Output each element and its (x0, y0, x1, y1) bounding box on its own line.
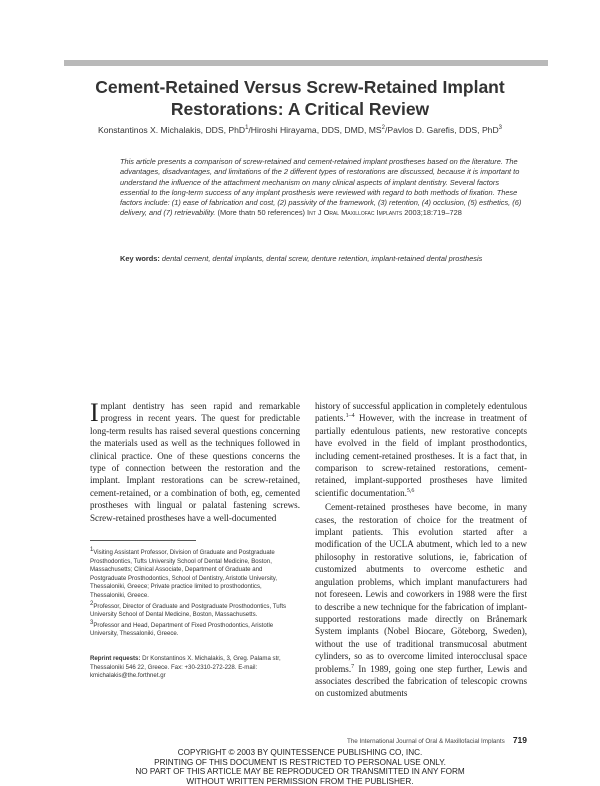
author-2-affil: 2 (381, 125, 385, 132)
copyright-notice (0, 748, 600, 786)
footnote-2 (90, 600, 295, 620)
author-1: Konstantinos X. Michalakis, DDS, PhD (97, 125, 246, 135)
keywords-text: dental cement, dental implants, dental screw, denture retention, implant-retained dental prosthesis (159, 254, 483, 263)
right-column (315, 400, 527, 700)
drop-cap: I (90, 398, 99, 427)
reprint-text: Dr Konstantinos X. Michalakis, 3, Greg. Palama str, Thessaloniki 546 22, Greece. Fax: +30-2310-272-228. E-mail: kmichalakis@the.forthnet.gr (90, 655, 281, 680)
footnote-rule (90, 540, 196, 541)
abstract-body: This article presents a comparison of screw-retained and cement-retained implant prostheses based on the literature. The advantages, disadvantages, and limitations of the 2 different types of restorations are discussed, because it is important to understand the influence of the attachment mechanism on many clinical aspects of implant dentistry. Several factors essential to the long-term success of any implant prosthesis were reviewed with regard to both methods of fixation. These factors include: (1) ease of fabrication and cost, (2) passivity of the framework, (3) retention, (4) occlusion, (5) esthetics, (6) delivery, and (7) retrievability. (120, 157, 522, 218)
reprint-label: Reprint requests: (90, 655, 141, 662)
footnote-1 (90, 546, 295, 601)
abstract-refs: (More thatn 50 references) (215, 208, 308, 218)
copyright-line-2: PRINTING OF THIS DOCUMENT IS RESTRICTED TO PERSONAL USE ONLY. (154, 757, 446, 767)
title-line-1: Cement-Retained Versus Screw-Retained Implant (95, 77, 505, 97)
intro-paragraph (90, 400, 300, 524)
copyright-line-3: NO PART OF THIS ARTICLE MAY BE REPRODUCED OR TRANSMITTED IN ANY FORM (135, 767, 465, 777)
author-list (0, 125, 600, 135)
footnote-3-marker: 3 (90, 619, 94, 626)
footnote-1-marker: 1 (90, 546, 94, 553)
keywords (120, 254, 525, 264)
reprint-requests (90, 655, 295, 681)
citation-sup-1: 1–4 (345, 413, 355, 420)
intro-text: mplant dentistry has seen rapid and remarkable progress in recent years. The quest for predictable long-term results has raised several questions concerning the materials used as well as the techniques followed in clinical practice. One of these questions concerns the type of connection between the restoration and the implant. Implant restorations can be screw-retained, cement-retained, or a combination of both, eg, cemented prostheses with lingual or palatal fastening screws. Screw-retained prostheses have a well-documented (90, 401, 300, 523)
journal-name: The International Journal of Oral & Maxillofacial Implants (346, 738, 505, 745)
title-rule (64, 60, 548, 66)
copyright-line-1: COPYRIGHT © 2003 BY QUINTESSENCE PUBLISHING CO, INC. (177, 748, 423, 757)
footnote-2-marker: 2 (90, 600, 94, 607)
footnote-2-text: Professor, Director of Graduate and Postgraduate Prosthodontics, Tufts University School of Dental Medicine, Boston, Massachusetts. (90, 602, 287, 619)
abstract-citation: 2003;18:719–728 (402, 208, 462, 218)
running-footer (315, 735, 527, 745)
footnote-3 (90, 619, 295, 639)
author-3-affil: 3 (498, 125, 503, 132)
right-p2-text-a: Cement-retained prostheses have become, in many cases, the restoration of choice for the treatment of implant patients. This evolution started after a modification of the UCLA abutment, which led to a new philosophy in restorative solutions, ie, fabrication of customized abutments to overcome esthetic and angulation problems, which implant manufacturers had not foreseen. Lewis and coworkers in 1988 were the first to describe a new technique for the fabrication of implant-supported restorations made directly on Brånemark System implants (Nobel Biocare, Göteborg, Sweden), without the use of traditional transmucosal abutment cylinders, so as to overcome limited interocclusal space problems. (315, 502, 527, 674)
copyright-line-4: WITHOUT WRITTEN PERMISSION FROM THE PUBLISHER. (186, 776, 414, 786)
author-1-affil: 1 (245, 125, 249, 132)
page-number: 719 (512, 735, 527, 745)
right-p1-text-b: However, with the increase in treatment of partially edentulous patients, new restorative concepts have evolved in the field of implant prosthodontics, including cement-retained prostheses. It is a fact that, in comparison to screw-retained restorations, cement-retained, implant-supported prostheses have limited scientific documentation. (315, 413, 527, 498)
author-3: /Pavlos D. Garefis, DDS, PhD (385, 125, 499, 135)
footnote-3-text: Professor and Head, Department of Fixed Prosthodontics, Aristotle University, Thessaloniki, Greece. (90, 621, 274, 638)
article-title (0, 76, 600, 120)
footnote-1-text: Visiting Assistant Professor, Division of Graduate and Postgraduate Prosthodontics, Tufts University School of Dental Medicine, Boston, Massachusetts; Clinical Associate, Department of Graduate and Postgraduate Prosthodontics, School of Dentistry, Aristotle University, Thessaloniki, Greece; Private practice limited to prosthodontics, Thessaloniki, Greece. (90, 549, 278, 599)
right-paragraph-2 (315, 501, 527, 700)
abstract-journal: Int J Oral Maxillofac Implants (307, 208, 403, 218)
title-line-2: Restorations: A Critical Review (170, 99, 430, 119)
right-p2-text-b: In 1989, going one step further, Lewis and associates described the fabrication of telescopic crowns on customized abutments (315, 663, 527, 699)
author-2: /Hiroshi Hirayama, DDS, DMD, MS (248, 125, 382, 135)
footnotes (90, 546, 295, 641)
citation-sup-3: 7 (351, 663, 355, 670)
right-p1-text-a: history of successful application in completely edentulous patients. (315, 401, 527, 424)
citation-sup-2: 5,6 (406, 487, 415, 494)
keywords-label: Key words: (120, 254, 160, 263)
abstract (120, 157, 525, 219)
left-column (90, 400, 300, 524)
right-paragraph-1 (315, 400, 527, 499)
